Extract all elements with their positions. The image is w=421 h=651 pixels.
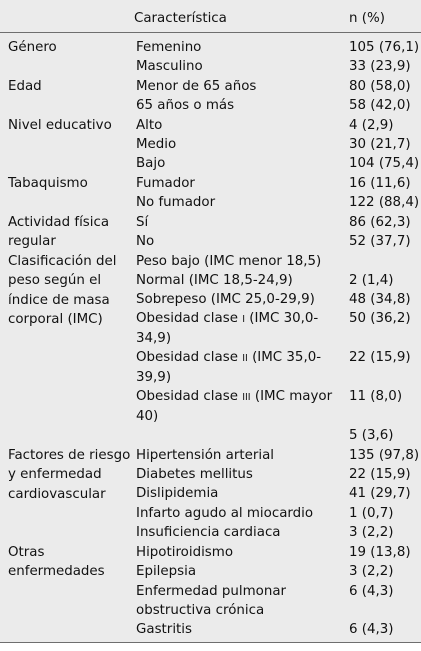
characteristic-label: Menor de 65 años <box>136 79 257 94</box>
category-label: Nivel educativo <box>8 118 112 133</box>
count-value: 58 (42,0) <box>349 98 411 113</box>
count-value: 22 (15,9) <box>349 467 411 482</box>
count-value: 1 (0,7) <box>349 506 394 521</box>
characteristic-label: Alto <box>136 118 163 133</box>
characteristic-label: Femenino <box>136 40 202 55</box>
count-value: 33 (23,9) <box>349 59 411 74</box>
characteristic-label: Peso bajo (IMC menor 18,5) <box>136 254 322 269</box>
count-value: 86 (62,3) <box>349 215 411 230</box>
characteristic-label: Medio <box>136 137 177 152</box>
characteristic-label: Fumador <box>136 176 195 191</box>
count-value: 105 (76,1) <box>349 40 420 55</box>
count-value: 16 (11,6) <box>349 176 411 191</box>
category-label: Tabaquismo <box>8 176 88 191</box>
characteristic-label: Gastritis <box>136 622 192 637</box>
category-label: Factores de riesgo y enfermedad cardiovascular <box>8 448 131 502</box>
count-value: 104 (75,4) <box>349 156 420 171</box>
category-label: Género <box>8 40 57 55</box>
count-value: 122 (88,4) <box>349 195 420 210</box>
characteristic-label: Sí <box>136 215 149 230</box>
category-label: Edad <box>8 79 42 94</box>
characteristic-label: Diabetes mellitus <box>136 467 253 482</box>
characteristic-label: Obesidad clase II (IMC 35,0-39,9) <box>136 350 322 386</box>
characteristic-label: Dislipidemia <box>136 486 219 501</box>
characteristic-label: Bajo <box>136 156 166 171</box>
count-value: 6 (4,3) <box>349 584 394 599</box>
count-value: 2 (1,4) <box>349 273 394 288</box>
count-value: 30 (21,7) <box>349 137 411 152</box>
characteristic-label: Hipertensión arterial <box>136 448 274 463</box>
category-label: Actividad física regular <box>8 215 110 250</box>
count-value: 11 (8,0) <box>349 389 403 404</box>
category-label: Otras enfermedades <box>8 545 105 580</box>
count-value: 22 (15,9) <box>349 350 411 365</box>
table-bottom-rule <box>0 642 421 643</box>
count-value: 5 (3,6) <box>349 428 394 443</box>
count-value: 135 (97,8) <box>349 448 420 463</box>
category-label: Clasificación del peso según el índice de masa corporal (IMC) <box>8 254 117 328</box>
count-value: 52 (37,7) <box>349 234 411 249</box>
characteristic-label: No <box>136 234 155 249</box>
characteristic-label: Sobrepeso (IMC 25,0-29,9) <box>136 292 315 307</box>
characteristic-label: Obesidad clase III (IMC mayor 40) <box>136 389 333 425</box>
characteristic-label: Epilepsia <box>136 564 197 579</box>
characteristic-label: 65 años o más <box>136 98 235 113</box>
characteristic-label: Infarto agudo al miocardio <box>136 506 314 521</box>
count-value: 6 (4,3) <box>349 622 394 637</box>
count-value: 50 (36,2) <box>349 311 411 326</box>
count-value: 48 (34,8) <box>349 292 411 307</box>
characteristic-label: No fumador <box>136 195 216 210</box>
count-value: 4 (2,9) <box>349 118 394 133</box>
count-value: 3 (2,2) <box>349 564 394 579</box>
characteristic-label: Normal (IMC 18,5-24,9) <box>136 273 293 288</box>
header-col-characteristic: Característica <box>134 11 227 26</box>
count-value: 3 (2,2) <box>349 525 394 540</box>
characteristic-label: Obesidad clase I (IMC 30,0-34,9) <box>136 311 319 347</box>
characteristic-label: Enfermedad pulmonar obstructiva crónica <box>136 584 287 619</box>
count-value: 19 (13,8) <box>349 545 411 560</box>
characteristic-label: Insuficiencia cardiaca <box>136 525 281 540</box>
characteristic-label: Masculino <box>136 59 203 74</box>
count-value: 80 (58,0) <box>349 79 411 94</box>
count-value: 41 (29,7) <box>349 486 411 501</box>
table-header <box>0 0 421 33</box>
characteristic-label: Hipotiroidismo <box>136 545 234 560</box>
header-col-n-percent: n (%) <box>349 11 385 26</box>
